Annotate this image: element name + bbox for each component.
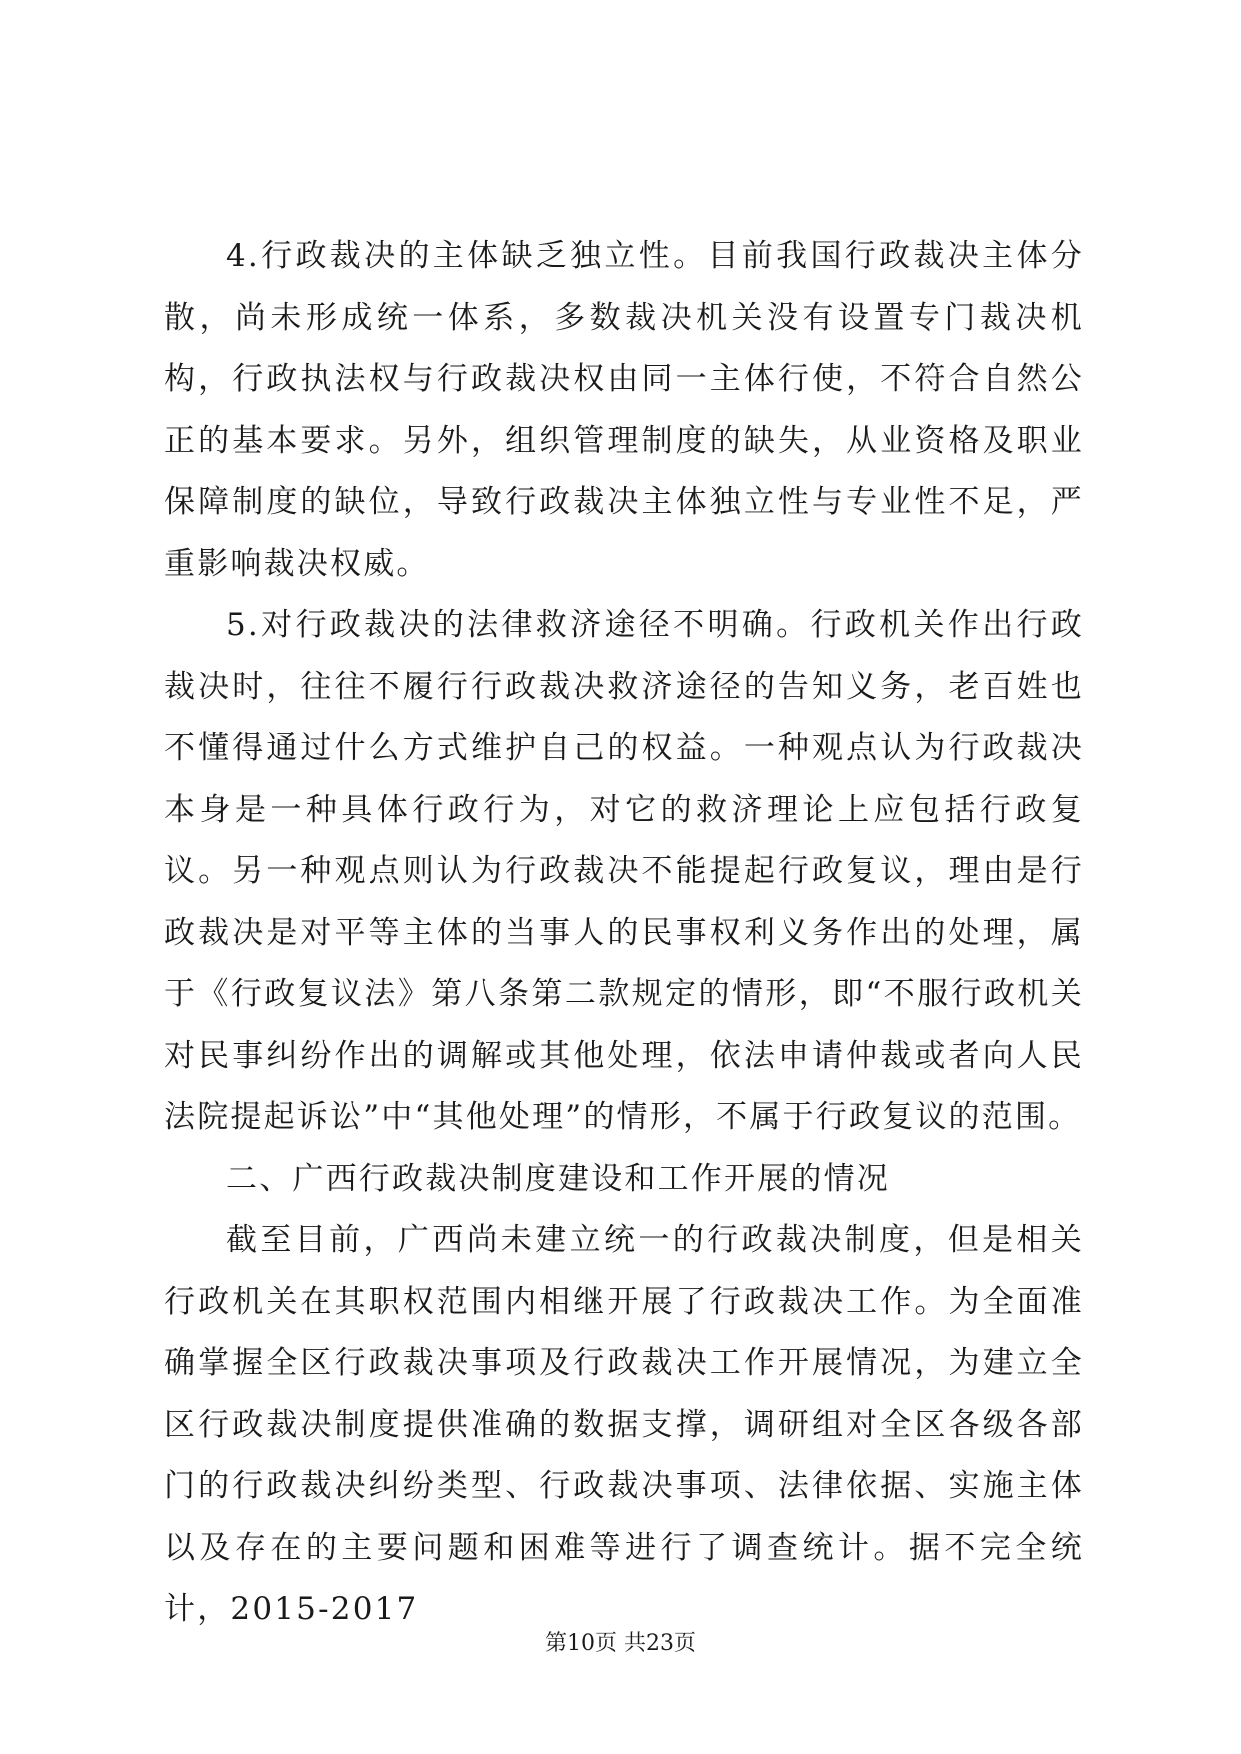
- paragraph-item-4: 4.行政裁决的主体缺乏独立性。目前我国行政裁决主体分散，尚未形成统一体系，多数裁决机关没有设置专门裁决机构，行政执法权与行政裁决权由同一主体行使，不符合自然公正的基本要求。另外，组织管理制度的缺失，从业资格及职业保障制度的缺位，导致行政裁决主体独立性与专业性不足，严重影响裁决权威。: [164, 238, 1084, 582]
- paragraph-item-5: 5.对行政裁决的法律救济途径不明确。行政机关作出行政裁决时，往往不履行行政裁决救济途径的告知义务，老百姓也不懂得通过什么方式维护自己的权益。一种观点认为行政裁决本身是一种具体行政行为，对它的救济理论上应包括行政复议。另一种观点则认为行政裁决不能提起行政复议，理由是行政裁决是对平等主体的当事人的民事权利义务作出的处理，属于《行政复议法》第八条第二款规定的情形，即“不服行政机关对民事纠纷作出的调解或其他处理，依法申请仲裁或者向人民法院提起诉讼”中“其他处理”的情形，不属于行政复议的范围。: [164, 607, 1084, 1135]
- paragraph-guangxi-status: 截至目前，广西尚未建立统一的行政裁决制度，但是相关行政机关在其职权范围内相继开展了行政裁决工作。为全面准确掌握全区行政裁决事项及行政裁决工作开展情况，为建立全区行政裁决制度提供准确的数据支撑，调研组对全区各级各部门的行政裁决纠纷类型、行政裁决事项、法律依据、实施主体以及存在的主要问题和困难等进行了调查统计。据不完全统计，2015-2017: [164, 1222, 1084, 1627]
- page-number-footer: 第10页 共23页: [545, 1631, 696, 1656]
- section-heading: 二、广西行政裁决制度建设和工作开展的情况: [226, 1160, 890, 1197]
- body-text: [164, 226, 1084, 1641]
